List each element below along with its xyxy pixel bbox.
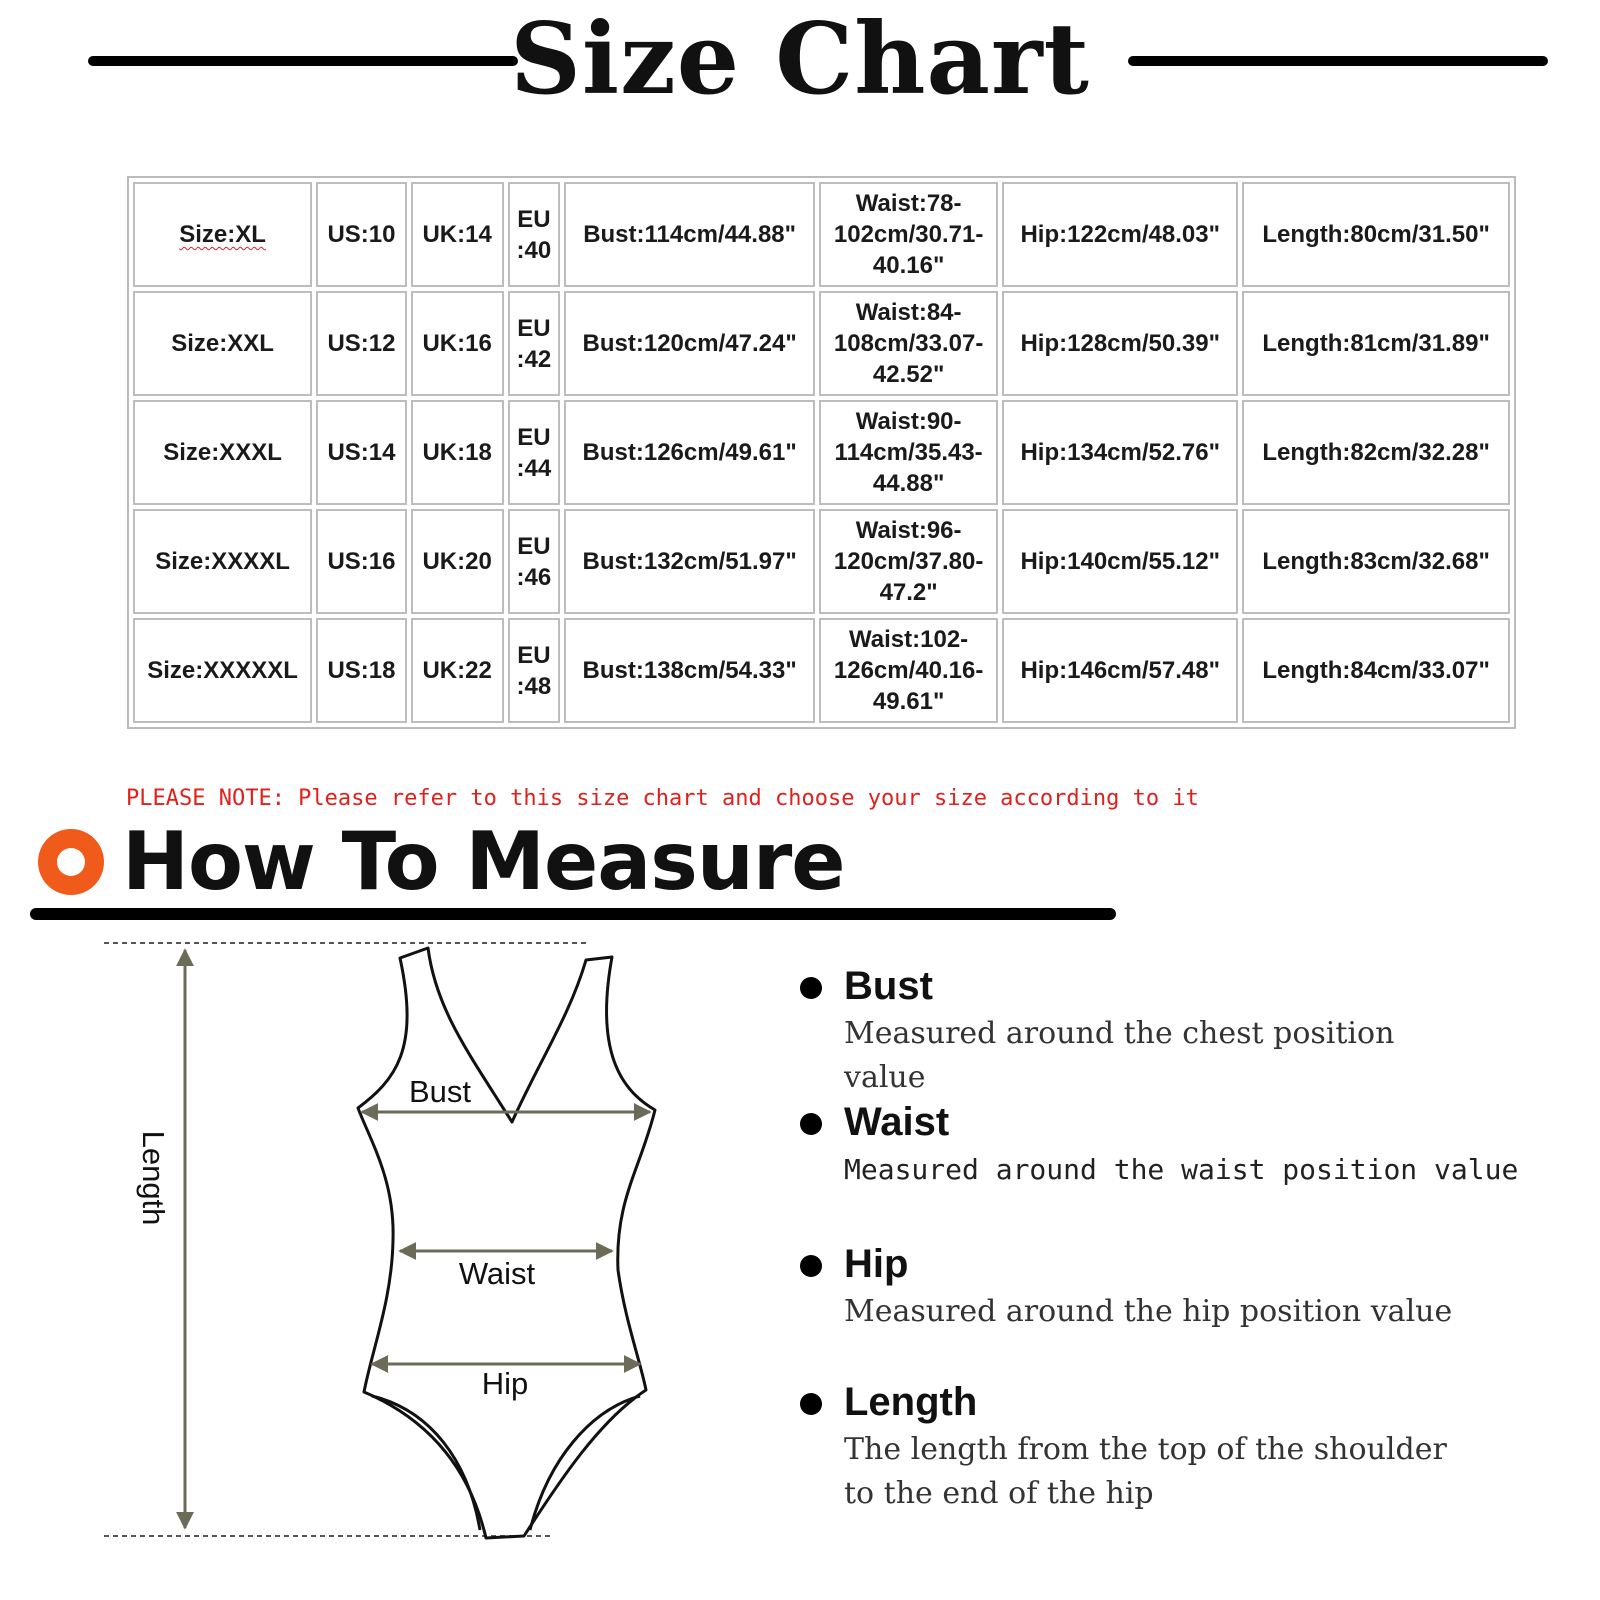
table-cell: Length:80cm/31.50" <box>1242 182 1510 287</box>
length-label: Length <box>136 1130 171 1226</box>
table-cell: Bust:120cm/47.24" <box>564 291 815 396</box>
table-cell: UK:16 <box>411 291 504 396</box>
table-cell: EU :42 <box>508 291 561 396</box>
table-cell: Waist:102-126cm/40.16-49.61" <box>819 618 998 723</box>
page-title: Size Chart <box>510 2 1090 117</box>
table-cell: Waist:90-114cm/35.43-44.88" <box>819 400 998 505</box>
table-cell: Length:81cm/31.89" <box>1242 291 1510 396</box>
table-row <box>133 400 1510 505</box>
table-cell: US:16 <box>316 509 407 614</box>
definition-term: Hip <box>844 1242 909 1286</box>
table-cell: US:14 <box>316 400 407 505</box>
orange-ring-icon <box>38 829 104 895</box>
table-cell: US:10 <box>316 182 407 287</box>
measure-title: How To Measure <box>122 815 845 908</box>
table-cell: Hip:134cm/52.76" <box>1002 400 1238 505</box>
table-cell: Bust:114cm/44.88" <box>564 182 815 287</box>
definition-text: Measured around the hip position value <box>844 1294 1453 1329</box>
definition-text: The length from the top of the shoulder to the end of the hip <box>844 1432 1447 1511</box>
table-cell: Size:XL <box>133 182 312 287</box>
table-cell: Size:XXXXXL <box>133 618 312 723</box>
table-cell: Bust:138cm/54.33" <box>564 618 815 723</box>
definition-term: Waist <box>844 1100 950 1144</box>
bullet-icon <box>800 1255 822 1277</box>
measure-title-rule <box>30 908 1116 920</box>
table-cell: Length:84cm/33.07" <box>1242 618 1510 723</box>
table-cell: Size:XXXL <box>133 400 312 505</box>
table-cell: Bust:132cm/51.97" <box>564 509 815 614</box>
title-rule-right <box>1128 56 1548 66</box>
waist-label: Waist <box>458 1256 536 1291</box>
table-cell: Length:83cm/32.68" <box>1242 509 1510 614</box>
table-cell: UK:20 <box>411 509 504 614</box>
table-cell: EU :48 <box>508 618 561 723</box>
definition-term: Bust <box>844 964 933 1008</box>
table-cell: Hip:122cm/48.03" <box>1002 182 1238 287</box>
swimsuit-outline <box>358 948 655 1538</box>
table-cell: EU :40 <box>508 182 561 287</box>
table-cell: US:12 <box>316 291 407 396</box>
table-cell: Hip:128cm/50.39" <box>1002 291 1238 396</box>
table-cell: Size:XXXXL <box>133 509 312 614</box>
bullet-icon <box>800 977 822 999</box>
size-chart-table <box>127 176 1516 729</box>
hip-label: Hip <box>481 1366 529 1401</box>
definition-text: Measured around the waist position value <box>844 1153 1519 1186</box>
table-cell: Size:XXL <box>133 291 312 396</box>
bust-label: Bust <box>408 1074 472 1109</box>
table-cell: UK:18 <box>411 400 504 505</box>
swimsuit-leg-line-right <box>530 1396 640 1530</box>
table-row <box>133 618 1510 723</box>
bullet-icon <box>800 1393 822 1415</box>
table-cell: EU :46 <box>508 509 561 614</box>
table-cell: Length:82cm/32.28" <box>1242 400 1510 505</box>
table-row <box>133 182 1510 287</box>
table-cell: EU :44 <box>508 400 561 505</box>
size-note: PLEASE NOTE: Please refer to this size chart and choose your size according to it <box>126 786 1199 811</box>
bullet-icon <box>800 1113 822 1135</box>
swimsuit-leg-line-left <box>372 1396 480 1530</box>
definition-term: Length <box>844 1380 978 1424</box>
table-row <box>133 509 1510 614</box>
table-cell: Waist:78-102cm/30.71-40.16" <box>819 182 998 287</box>
table-cell: Waist:96-120cm/37.80-47.2" <box>819 509 998 614</box>
table-cell: Hip:140cm/55.12" <box>1002 509 1238 614</box>
swimsuit-diagram <box>0 940 760 1600</box>
table-cell: US:18 <box>316 618 407 723</box>
table-cell: Waist:84-108cm/33.07-42.52" <box>819 291 998 396</box>
table-row <box>133 291 1510 396</box>
definition-text: Measured around the chest position value <box>844 1016 1395 1095</box>
table-cell: UK:14 <box>411 182 504 287</box>
table-cell: Bust:126cm/49.61" <box>564 400 815 505</box>
table-cell: UK:22 <box>411 618 504 723</box>
table-cell: Hip:146cm/57.48" <box>1002 618 1238 723</box>
